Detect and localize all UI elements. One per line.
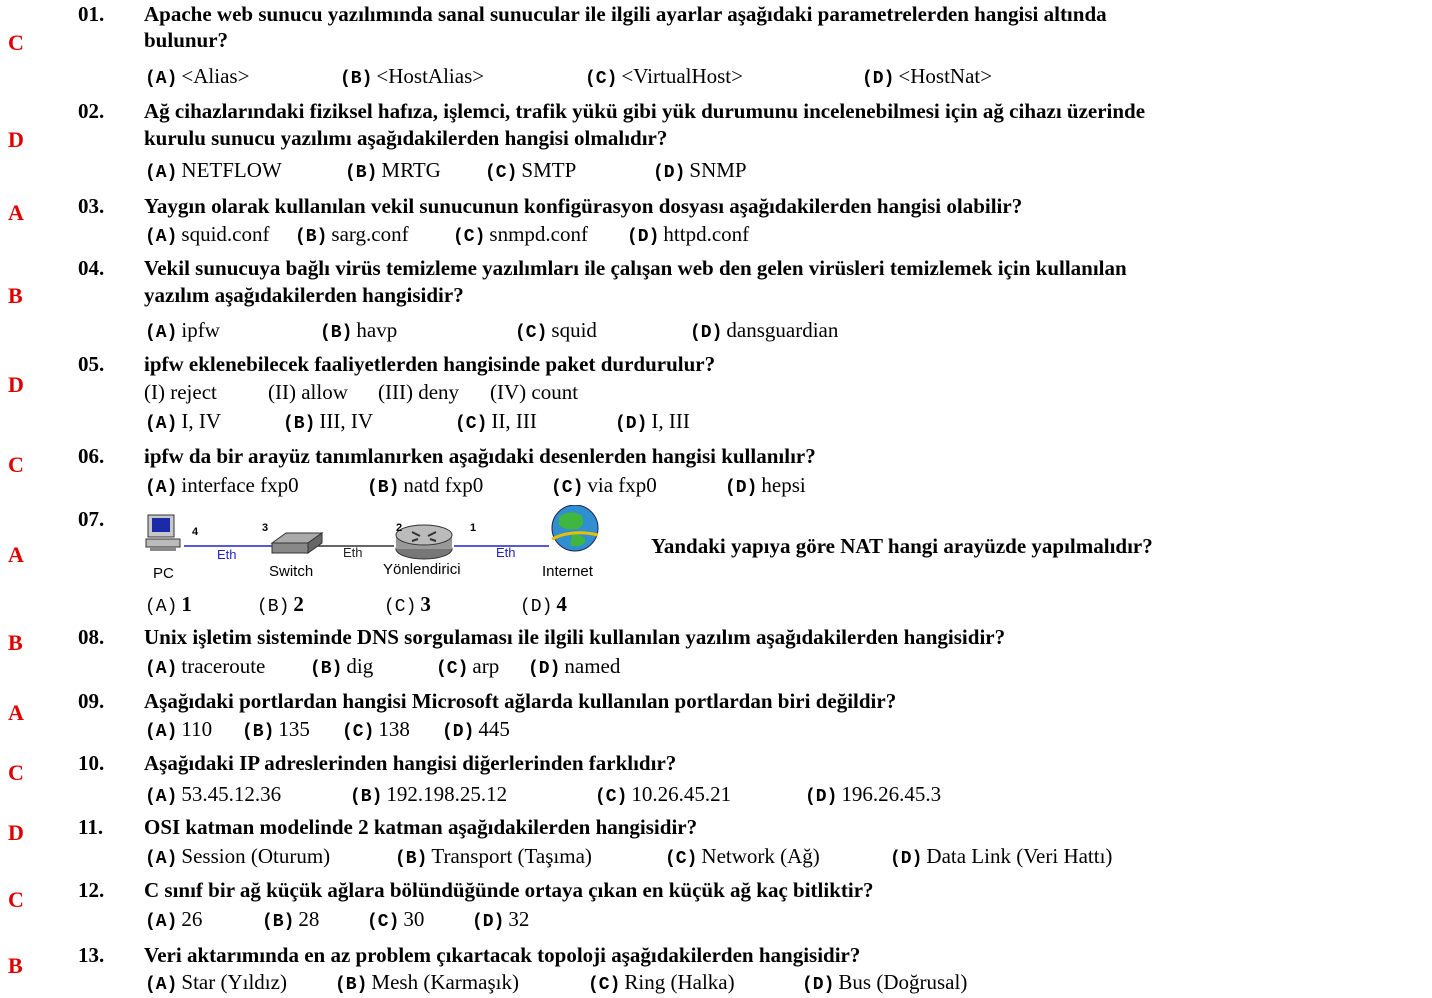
options-row [145, 653, 620, 682]
options-row [145, 716, 510, 745]
question-text-line: Aşağıdaki portlardan hangisi Microsoft ağlarda kullanılan portlardan biri değildir? [144, 689, 897, 713]
node-label: Internet [542, 563, 593, 580]
answer-key: A [8, 700, 24, 725]
answer-key: A [8, 542, 24, 567]
options-row [145, 472, 806, 501]
option-c: (C) 3 [384, 592, 431, 617]
option-c: (C) snmpd.conf [453, 222, 588, 247]
option-b: (B) 28 [262, 907, 320, 932]
question-text-line: OSI katman modelinde 2 katman aşağıdakilerden hangisidir? [144, 815, 698, 839]
option-a: (A) 1 [145, 592, 192, 617]
question-text-line: Ağ cihazlarındaki fiziksel hafıza, işlemci, trafik yükü gibi yük durumunu incelenebilmesi için ağ cihazı üzerinde [144, 99, 1146, 123]
option-a: (A) 110 [145, 717, 213, 742]
option-a: (A) squid.conf [145, 222, 270, 247]
question-number: 06. [78, 444, 105, 468]
option-b: (B) havp [320, 318, 398, 343]
options-row [145, 843, 1112, 872]
option-d: (D) httpd.conf [627, 222, 750, 247]
question-number: 10. [78, 751, 105, 775]
port-label: 3 [262, 522, 269, 534]
question-number: 12. [78, 878, 105, 902]
option-b: (B) natd fxp0 [367, 473, 484, 498]
answer-key: C [8, 30, 24, 55]
answer-key: B [8, 283, 23, 308]
option-a: (A) interface fxp0 [145, 473, 299, 498]
switch-icon [272, 533, 322, 553]
option-c: (C) Network (Ağ) [665, 844, 820, 869]
port-label: 4 [192, 526, 199, 538]
question-text-line: Vekil sunucuya bağlı virüs temizleme yazılımları ile çalışan web den gelen virüsleri temizlemek için kullanılan [144, 256, 1127, 280]
question-number: 04. [78, 256, 105, 280]
answer-key: A [8, 200, 24, 225]
options-row [145, 781, 941, 810]
statement: (III) deny [378, 380, 460, 404]
option-d: (D) named [528, 654, 621, 679]
option-d: (D) I, III [615, 409, 690, 434]
option-c: (C) SMTP [485, 158, 577, 183]
option-c: (C) squid [515, 318, 597, 343]
option-b: (B) dig [310, 654, 374, 679]
question-text-line: kurulu sunucu yazılımı aşağıdakilerden hangisi olmalıdır? [144, 126, 668, 150]
option-c: (C) 10.26.45.21 [595, 782, 732, 807]
option-b: (B) 135 [242, 717, 310, 742]
answer-key: D [8, 372, 24, 397]
option-b: (B) sarg.conf [295, 222, 409, 247]
question-text-line: Apache web sunucu yazılımında sanal sunucular ile ilgili ayarlar aşağıdaki parametrelerden hangisi altında [144, 2, 1107, 26]
option-d: (D) dansguardian [690, 318, 839, 343]
options-row [145, 157, 747, 186]
question-text-line: bulunur? [144, 28, 229, 52]
answer-key: D [8, 127, 24, 152]
option-d: (D) 196.26.45.3 [805, 782, 942, 807]
node-label: Yönlendirici [383, 561, 461, 578]
option-d: (D) 445 [442, 717, 510, 742]
statements-row [144, 379, 578, 405]
answer-key: B [8, 953, 23, 978]
link-label: Eth [496, 545, 516, 560]
option-a: (A) 53.45.12.36 [145, 782, 282, 807]
question-number: 03. [78, 194, 105, 218]
question-number: 11. [78, 815, 104, 839]
option-a: (A) traceroute [145, 654, 266, 679]
statement: (II) allow [268, 380, 348, 404]
question-text-line: yazılım aşağıdakilerden hangisidir? [144, 283, 464, 307]
option-a: (A) I, IV [145, 409, 222, 434]
options-row [145, 317, 838, 346]
answer-key: B [8, 630, 23, 655]
question-number: 02. [78, 99, 105, 123]
question-number: 09. [78, 689, 105, 713]
option-c: (C) II, III [455, 409, 537, 434]
option-b: (B) Transport (Taşıma) [395, 844, 592, 869]
answer-key: D [8, 820, 24, 845]
port-label: 1 [470, 522, 477, 534]
question-number: 13. [78, 943, 105, 967]
option-c: (C) arp [436, 654, 500, 679]
options-row [145, 906, 529, 935]
question-text-line: Yandaki yapıya göre NAT hangi arayüzde yapılmalıdır? [651, 534, 1153, 558]
statement: (I) reject [144, 380, 217, 404]
option-c: (C) Ring (Halka) [588, 970, 735, 995]
option-a: (A) Session (Oturum) [145, 844, 331, 869]
question-number: 05. [78, 352, 105, 376]
question-text-line: Unix işletim sisteminde DNS sorgulaması ile ilgili kullanılan yazılım aşağıdakilerden hangisidir? [144, 625, 1006, 649]
question-number: 08. [78, 625, 105, 649]
option-b: (B) MRTG [345, 158, 441, 183]
node-label: Switch [269, 563, 314, 580]
port-label: 2 [396, 522, 403, 534]
option-c: (C) 138 [342, 717, 410, 742]
option-c: (C) 30 [367, 907, 425, 932]
option-a: (A) ipfw [145, 318, 220, 343]
question-text-line: C sınıf bir ağ küçük ağlara bölündüğünde ortaya çıkan en küçük ağ kaç bitliktir? [144, 878, 874, 902]
question-number: 01. [78, 2, 105, 26]
network-diagram [144, 505, 614, 583]
option-c: (C) <VirtualHost> [585, 64, 743, 89]
internet-globe-icon [552, 505, 598, 551]
question-text-line: Aşağıdaki IP adreslerinden hangisi diğerlerinden farklıdır? [144, 751, 677, 775]
option-a: (A) NETFLOW [145, 158, 282, 183]
option-d: (D) Bus (Doğrusal) [802, 970, 968, 995]
option-d: (D) hepsi [725, 473, 806, 498]
options-row [145, 969, 967, 998]
option-c: (C) via fxp0 [551, 473, 657, 498]
statement: (IV) count [490, 380, 579, 404]
answer-key: C [8, 887, 24, 912]
option-b: (B) <HostAlias> [340, 64, 485, 89]
answer-key: C [8, 760, 24, 785]
question-text-line: Yaygın olarak kullanılan vekil sunucunun konfigürasyon dosyası aşağıdakilerden hangisi olabilir? [144, 194, 1023, 218]
pc-icon [146, 515, 180, 551]
option-a: (A) Star (Yıldız) [145, 970, 287, 995]
option-b: (B) 192.198.25.12 [350, 782, 508, 807]
question-number: 07. [78, 507, 105, 531]
options-row [145, 408, 690, 437]
options-row [145, 221, 749, 250]
option-d: (D) <HostNat> [862, 64, 993, 89]
option-d: (D) 4 [520, 592, 567, 617]
option-d: (D) 32 [472, 907, 530, 932]
option-b: (B) Mesh (Karmaşık) [335, 970, 519, 995]
options-row [145, 63, 992, 92]
router-icon [396, 525, 452, 559]
option-b: (B) III, IV [283, 409, 374, 434]
node-label: PC [153, 565, 174, 582]
question-text-line: ipfw eklenebilecek faaliyetlerden hangisinde paket durdurulur? [144, 352, 716, 376]
answer-key: C [8, 452, 24, 477]
question-text-line: ipfw da bir arayüz tanımlanırken aşağıdaki desenlerden hangisi kullanılır? [144, 444, 816, 468]
link-label: Eth [217, 547, 237, 562]
option-d: (D) SNMP [653, 158, 747, 183]
option-a: (A) 26 [145, 907, 203, 932]
option-d: (D) Data Link (Veri Hattı) [890, 844, 1113, 869]
option-a: (A) <Alias> [145, 64, 250, 89]
link-label: Eth [343, 545, 363, 560]
question-text-line: Veri aktarımında en az problem çıkartacak topoloji aşağıdakilerden hangisidir? [144, 943, 861, 967]
option-b: (B) 2 [257, 592, 304, 617]
options-row [145, 591, 567, 620]
